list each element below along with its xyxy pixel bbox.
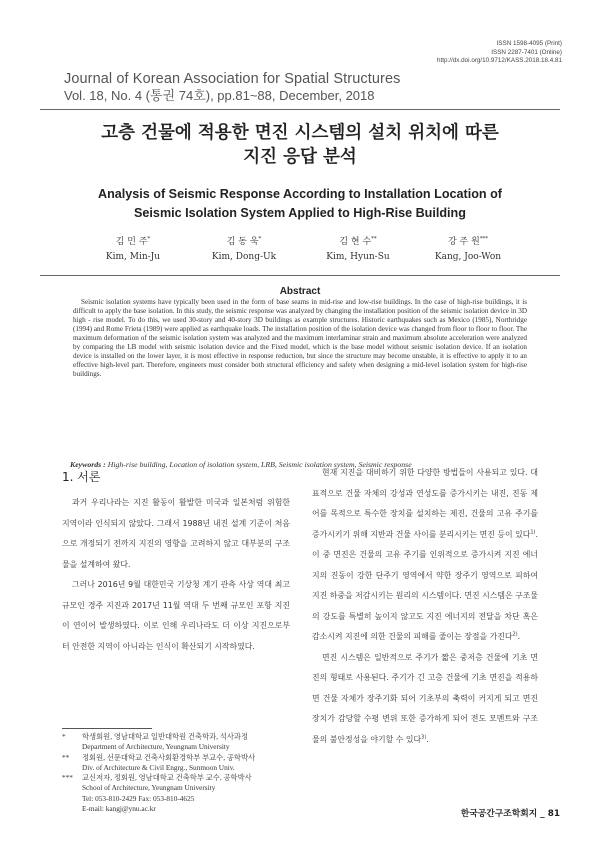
english-title-line1: Analysis of Seismic Response According to Installation Location of: [97, 187, 502, 201]
right-column: [312, 463, 538, 750]
author-mark: **: [371, 236, 377, 242]
abstract-heading: Abstract: [279, 286, 321, 297]
footnote-text: Department of Architecture, Yeungnam University: [82, 742, 230, 752]
author-2: [194, 233, 294, 263]
author-english-name: Kim, Min-Ju: [105, 252, 161, 262]
page-footer: 한국공간구조학회지 _ 81: [460, 809, 560, 819]
korean-title-line2: 지진 응답 분석: [243, 147, 357, 167]
footnote-mark: **: [62, 752, 70, 762]
header-rule: [40, 109, 560, 110]
paragraph-text: 면진 시스템은 일반적으로 주기가 짧은 중저층 건물에 기초 면진의 형태로 사용된다. 주기가 긴 고층 건물에 기초 면진을 적용하면 건물 자체가 장주기화 되어 기초부의 축력이 커지게 되고 면진 장치가 감당할 수평 변위 또한 증가하게 되어 전도 모멘트와 구조물의 불안정성을 야기할 수 있다: [312, 652, 538, 744]
journal-name: Journal of Korean Association for Spatial Structures: [64, 71, 401, 87]
footnote-text: School of Architecture, Yeungnam University: [82, 783, 216, 793]
author-korean-name: 김 현 수: [339, 237, 372, 247]
author-3: [308, 233, 408, 263]
english-title-line2: Seismic Isolation System Applied to High-Rise Building: [134, 206, 466, 220]
footnote-text: 정회원, 선문대학교 건축사회환경학부 부교수, 공학박사: [82, 752, 256, 762]
author-english-name: Kim, Dong-Uk: [211, 252, 277, 262]
author-korean-name: 김 민 주: [115, 237, 148, 247]
author-english-name: Kang, Joo-Won: [434, 252, 502, 262]
abstract-body: Seismic isolation systems have typically been used in the form of base seams in mid-rise and low-rise buildings. In the case of high-rise buildings, it is difficult to apply the base isolation. In this study, the seismic response was analyzed by changing the installation position of the seismic isolation device in 3D high - rise model. To do this, we used 30-story and 40-story 3D buildings as example structures. Historic earthquakes such as Mexico (1985), Northridge (1994) and Rome Frieta (1989) were applied as earthquake loads. The installation position of the isolation device was changed from floor to floor to floor. The maximum deformation of the seismic isolation system was analyzed and the maximum interlaminar strain and maximum absolute acceleration were analyzed by comparing the LB model with seismic isolation device and the Fixed model, which is the base model without seismic isolation device. If an isolation device is installed on the lower layer, it is most effective in response reduction, but since the structure may become unstable, it is effective to apply it to an effective high-level part. Therefore, engineers must consider both structural efficiency and safety when designing a mid-level isolation system for high-rise buildings.: [73, 298, 527, 379]
footnote-mark: *: [62, 732, 66, 741]
left-column: [62, 493, 290, 657]
paragraph-text: .: [426, 734, 429, 744]
footnote-text: 학생회원, 영남대학교 일반대학원 건축학과, 석사과정: [82, 732, 249, 741]
paragraph-text: . 이 중 면진은 건물의 고유 주기를 인위적으로 증가시켜 지진 에너지의 진동이 강한 단주기 영역에서 약한 장주기 영역으로 피하여 지진 하중을 저감시키는 원리의 시스템이다. 면진 시스템은 구조물의 강도를 특별히 높이지 않고도 지진 에너지의 전달을 차단 혹은 감소시켜 지진에 의한 건물의 피해를 줄이는 장점을 가진다: [312, 529, 538, 641]
issn-print: ISSN 1598-4095 (Print): [496, 40, 562, 47]
author-4: [418, 233, 518, 263]
author-mark: ***: [479, 236, 489, 242]
footnote-rule: [62, 728, 152, 729]
author-mark: *: [147, 236, 151, 242]
volume-line: Vol. 18, No. 4 (통권 74호), pp.81~88, December, 2018: [64, 88, 375, 103]
paragraph-text: 현재 지진을 대비하기 위한 다양한 방법들이 사용되고 있다. 대표적으로 건물 자체의 강성과 연성도를 증가시키는 내진, 진동 제어를 목적으로 특수한 장치를 설치하는 제진, 건물의 고유 주기를 증가시키기 위해 지반과 건물 사이를 분리시키는 면진 등이 있다: [312, 468, 538, 539]
footnote-mark: ***: [62, 773, 73, 783]
footnote-text: 교신저자, 정회원, 영남대학교 건축학부 교수, 공학박사: [82, 773, 252, 783]
author-english-name: Kim, Hyun-Su: [326, 252, 390, 262]
citation-ref: 3): [421, 733, 427, 740]
issn-online: ISSN 2287-7401 (Online): [491, 48, 562, 56]
author-korean-name: 김 동 욱: [226, 237, 259, 247]
footnote: [62, 732, 290, 742]
section-heading: 1. 서론: [62, 470, 101, 484]
footnote: [62, 753, 290, 763]
author-1: [83, 233, 183, 263]
korean-title-line1: 고층 건물에 적용한 면진 시스템의 설치 위치에 따른: [101, 123, 499, 143]
keywords-list: High-rise building, Location of isolation system, LRB, Seismic isolation system, Seismic response: [107, 460, 412, 469]
footnote-text: Div. of Architecture & Civil Engrg., Sunmoon Univ.: [82, 762, 235, 772]
keywords-label: Keywords :: [70, 460, 106, 469]
paragraph-text: .: [517, 632, 521, 641]
paragraph: 그러나 2016년 9월 대한민국 기상청 계기 관측 사상 역대 최고 규모인 경주 지진과 2017년 11월 역대 두 번째 규모인 포항 지진이 연이어 발생하였다. 이로 인해 우리나라도 더 이상 지진으로부터 안전한 지역이 아니라는 인식이 확산되기 시작하였다.: [62, 580, 290, 651]
footnote-text: Tel: 053-810-2429 Fax: 053-810-4625: [82, 793, 195, 803]
paragraph: 과거 우리나라는 지진 활동이 활발한 미국과 일본처럼 위험한 지역이라 인식되지 않았다. 그래서 1988년 내진 설계 기준이 처음으로 개정되기 전까지 지진의 영향을 고려하지 않고 대부분의 구조물을 설계하여 왔다.: [62, 498, 290, 569]
author-rule: [40, 275, 560, 276]
paragraph: [312, 463, 538, 648]
citation-ref: 2): [512, 631, 518, 638]
issn-block: [437, 40, 562, 66]
paragraph: [312, 648, 538, 751]
footnote-email[interactable]: E-mail: kangj@ynu.ac.kr: [82, 804, 156, 814]
doi-link[interactable]: http://dx.doi.org/10.9712/KASS.2018.18.4.81: [437, 57, 562, 65]
author-korean-name: 강 주 원: [447, 237, 480, 247]
footnotes: [62, 732, 290, 814]
footnote: [62, 773, 290, 783]
author-mark: *: [258, 236, 262, 242]
citation-ref: 1): [530, 528, 536, 535]
